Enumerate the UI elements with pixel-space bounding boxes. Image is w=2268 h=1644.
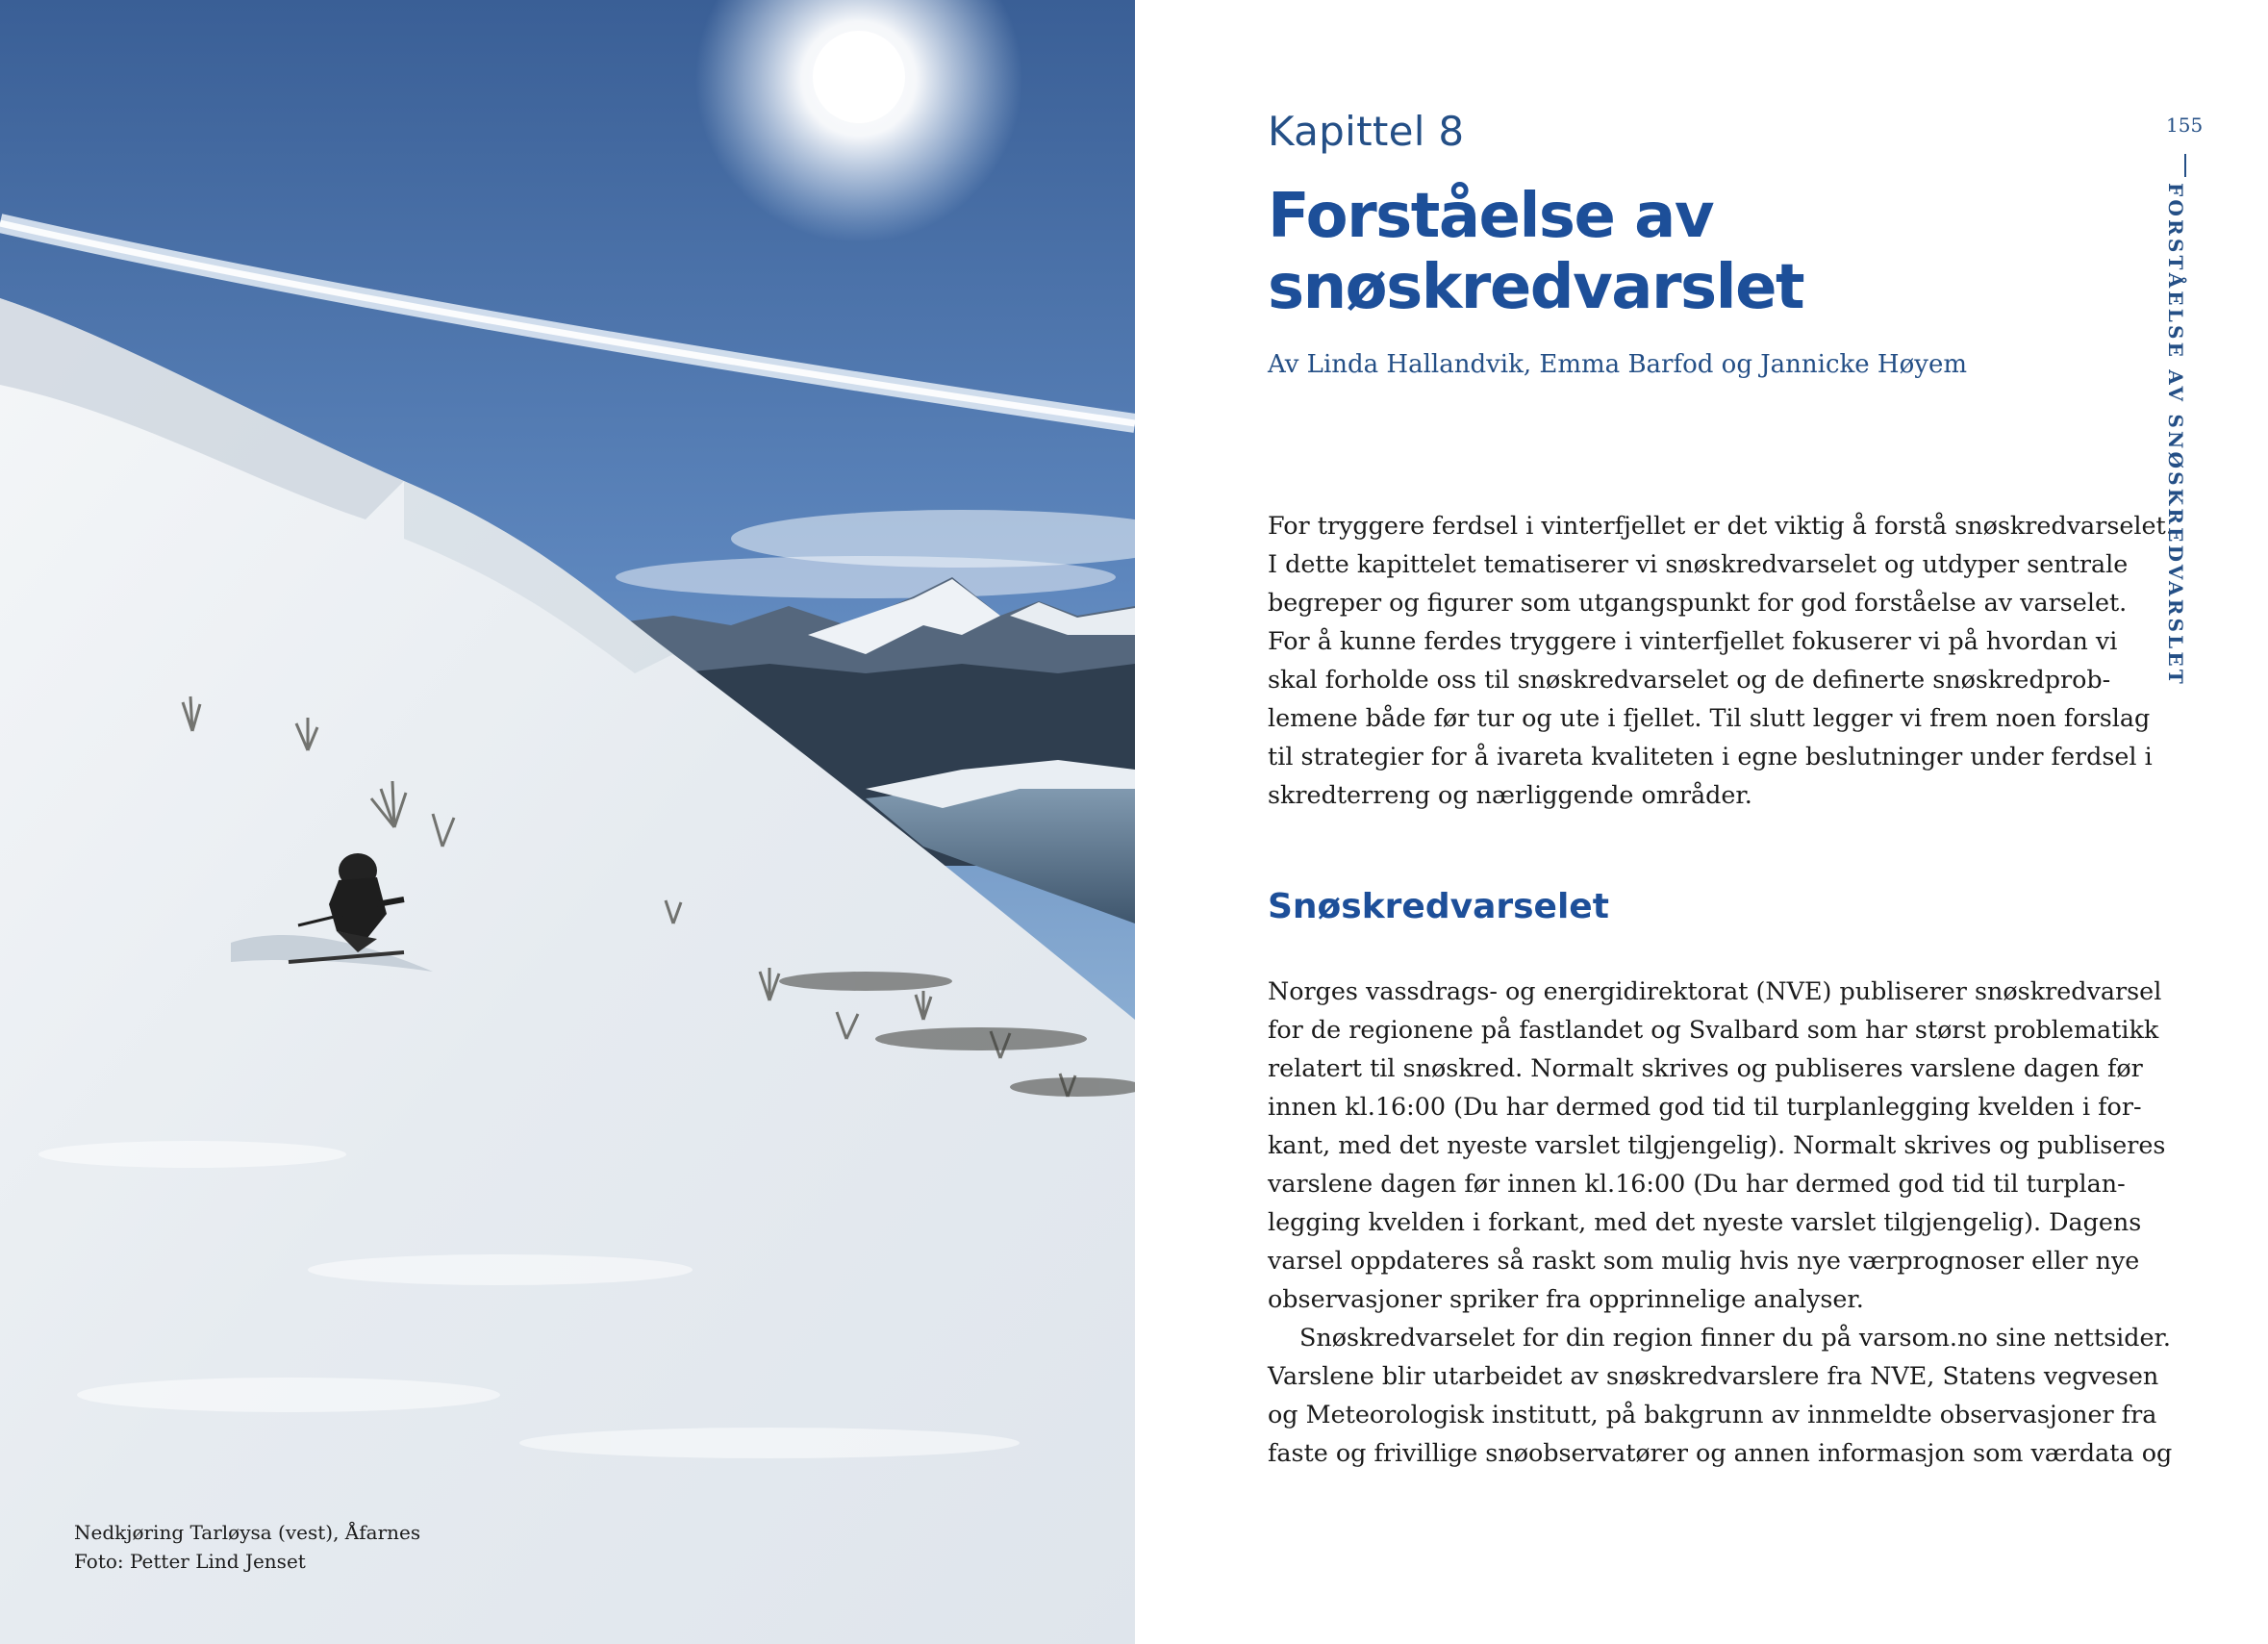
chapter-title-line: Forståelse av: [1268, 181, 1714, 252]
text-line: varsel oppdateres så raskt som mulig hvis nye værprognoser eller nye: [1268, 1246, 2140, 1275]
text-line: begreper og figurer som utgangspunkt for god forståelse av varselet.: [1268, 588, 2128, 617]
text-line: For å kunne ferdes tryggere i vinterfjellet fokuserer vi på hvordan vi: [1268, 626, 2118, 655]
text-line: faste og frivillige snøobservatører og annen informasjon som værdata og: [1268, 1438, 2173, 1467]
section-heading: Snøskredvarselet: [1268, 887, 1609, 926]
text-line: Norges vassdrags- og energidirektorat (NVE) publiserer snøskredvarsel: [1268, 976, 2162, 1005]
text-line: I dette kapittelet tematiserer vi snøskredvarselet og utdyper sentrale: [1268, 549, 2129, 578]
running-head: FORSTÅELSE AV SNØSKREDVARSLET: [2164, 183, 2187, 687]
text-line: Snøskredvarselet for din region finner du på varsom.no sine nettsider.: [1299, 1323, 2171, 1352]
text-line: innen kl.16:00 (Du har dermed god tid til turplanlegging kvelden i for-: [1268, 1092, 2142, 1121]
text-line: for de regionene på fastlandet og Svalbard som har størst problematikk: [1268, 1015, 2159, 1044]
text-line: Varslene blir utarbeidet av snøskredvarslere fra NVE, Statens vegvesen: [1268, 1361, 2159, 1390]
intro-paragraph: [1268, 506, 2174, 814]
chapter-label: Kapittel 8: [1268, 108, 1465, 155]
chapter-title: [1268, 181, 1803, 323]
text-line: og Meteorologisk institutt, på bakgrunn av innmeldte observasjoner fra: [1268, 1400, 2157, 1429]
text-line: varslene dagen før innen kl.16:00 (Du har dermed god tid til turplan-: [1268, 1169, 2126, 1198]
text-line: til strategier for å ivareta kvaliteten i egne beslutninger under ferdsel i: [1268, 742, 2153, 771]
chapter-title-line: snøskredvarslet: [1268, 252, 1804, 323]
section-paragraphs: [1268, 972, 2173, 1472]
text-line: relatert til snøskred. Normalt skrives og publiseres varslene dagen før: [1268, 1053, 2143, 1082]
text-page: [1135, 0, 2268, 1644]
text-line: skal forholde oss til snøskredvarselet og de definerte snøskredprob-: [1268, 665, 2111, 694]
text-line: For tryggere ferdsel i vinterfjellet er det viktig å forstå snøskredvarselet.: [1268, 511, 2174, 540]
text-line: observasjoner spriker fra opprinnelige analyser.: [1268, 1284, 1864, 1313]
text-line: kant, med det nyeste varslet tilgjengelig). Normalt skrives og publiseres: [1268, 1130, 2166, 1159]
running-head-divider: [2184, 154, 2186, 177]
page-number: 155: [2166, 114, 2204, 137]
text-line: legging kvelden i forkant, med det nyeste varslet tilgjengelig). Dagens: [1268, 1207, 2142, 1236]
photo-credit: Foto: Petter Lind Jenset: [74, 1550, 306, 1573]
photo-caption: [74, 1518, 420, 1576]
caption-line: Nedkjøring Tarløysa (vest), Åfarnes: [74, 1521, 421, 1544]
authors: Av Linda Hallandvik, Emma Barfod og Jannicke Høyem: [1268, 350, 1967, 379]
text-line: lemene både før tur og ute i fjellet. Til slutt legger vi frem noen forslag: [1268, 703, 2151, 732]
text-line: skredterreng og nærliggende områder.: [1268, 780, 1752, 809]
